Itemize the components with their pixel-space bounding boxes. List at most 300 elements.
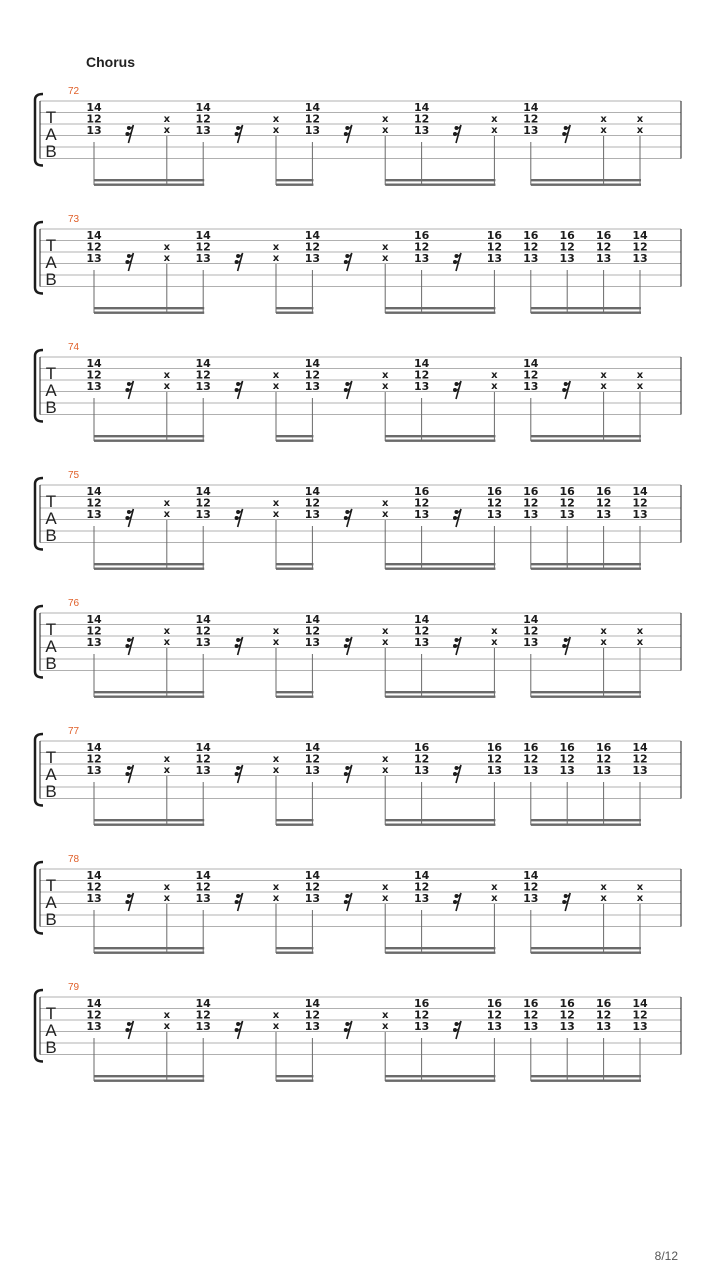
muted-note: x: [381, 882, 389, 893]
tab-clef-letter: A: [45, 1021, 57, 1040]
fret-number: 12: [632, 1008, 648, 1022]
beam: [276, 568, 313, 570]
fret-number: 16: [413, 229, 430, 242]
beam: [385, 952, 495, 954]
beam: [385, 307, 495, 309]
measure-number: 77: [68, 726, 80, 737]
muted-note: x: [163, 882, 171, 893]
muted-note: x: [381, 765, 389, 776]
fret-number: 14: [413, 357, 430, 370]
fret-number: 14: [523, 869, 539, 882]
fret-number: 13: [413, 252, 430, 265]
system-bracket: [35, 734, 43, 806]
beam: [94, 440, 204, 442]
fret-number: 12: [413, 624, 430, 638]
fret-number: 16: [595, 997, 612, 1010]
fret-number: 14: [632, 485, 648, 498]
muted-note: x: [491, 125, 498, 136]
muted-note: x: [491, 893, 498, 904]
fret-number: 14: [523, 101, 539, 114]
muted-note: x: [272, 381, 280, 392]
fret-number: 13: [559, 1020, 575, 1033]
beam: [276, 179, 313, 181]
fret-number: 13: [632, 764, 648, 777]
fret-number: 13: [195, 252, 211, 265]
tab-clef-letter: B: [45, 398, 57, 417]
fret-number: 16: [413, 997, 430, 1010]
muted-note: x: [636, 882, 644, 893]
fret-number: 12: [523, 496, 539, 510]
beam: [385, 824, 495, 826]
fret-number: 12: [86, 624, 102, 638]
measure-number: 73: [68, 214, 80, 225]
fret-number: 13: [304, 380, 321, 393]
fret-number: 12: [559, 752, 575, 766]
fret-number: 14: [86, 869, 102, 882]
fret-number: 13: [413, 636, 430, 649]
fret-number: 12: [195, 240, 211, 254]
fret-number: 13: [523, 508, 539, 521]
fret-number: 14: [304, 613, 321, 626]
fret-number: 12: [195, 624, 211, 638]
fret-number: 13: [595, 1020, 612, 1033]
fret-number: 13: [486, 508, 503, 521]
muted-note: x: [491, 370, 498, 381]
section-title: Chorus: [86, 54, 135, 70]
beam: [94, 179, 204, 181]
fret-number: 13: [304, 892, 321, 905]
fret-number: 12: [523, 112, 539, 126]
fret-number: 12: [304, 368, 321, 382]
muted-note: x: [600, 637, 607, 648]
fret-number: 13: [304, 1020, 321, 1033]
beam: [385, 435, 495, 437]
beam: [276, 1075, 313, 1077]
beam: [276, 691, 313, 693]
fret-number: 12: [413, 368, 430, 382]
fret-number: 13: [86, 124, 102, 137]
fret-number: 14: [413, 613, 430, 626]
beam: [94, 1080, 204, 1082]
beam: [385, 563, 495, 565]
beam: [94, 184, 204, 186]
fret-number: 12: [304, 496, 321, 510]
tab-clef-letter: A: [45, 637, 57, 656]
system-bracket: [35, 350, 43, 422]
fret-number: 13: [195, 124, 211, 137]
tab-clef-letter: T: [45, 748, 57, 767]
page-number: 8/12: [654, 1249, 678, 1263]
fret-number: 16: [486, 485, 503, 498]
fret-number: 13: [413, 1020, 430, 1033]
muted-note: x: [381, 242, 389, 253]
fret-number: 14: [304, 741, 321, 754]
fret-number: 16: [486, 229, 503, 242]
fret-number: 14: [195, 869, 211, 882]
fret-number: 16: [413, 741, 430, 754]
fret-number: 12: [195, 880, 211, 894]
fret-number: 12: [86, 880, 102, 894]
beam: [531, 435, 641, 437]
muted-note: x: [381, 1010, 389, 1021]
beam: [385, 947, 495, 949]
muted-note: x: [163, 253, 171, 264]
fret-number: 14: [304, 101, 321, 114]
fret-number: 13: [304, 124, 321, 137]
fret-number: 13: [559, 764, 575, 777]
fret-number: 14: [86, 101, 102, 114]
fret-number: 14: [304, 229, 321, 242]
fret-number: 13: [595, 764, 612, 777]
fret-number: 14: [195, 357, 211, 370]
muted-note: x: [272, 882, 280, 893]
muted-note: x: [163, 381, 171, 392]
muted-note: x: [491, 882, 498, 893]
muted-note: x: [272, 754, 280, 765]
muted-note: x: [272, 370, 280, 381]
beam: [531, 947, 641, 949]
tab-clef-letter: B: [45, 910, 57, 929]
fret-number: 13: [523, 124, 539, 137]
fret-number: 12: [632, 240, 648, 254]
beam: [385, 440, 495, 442]
muted-note: x: [381, 637, 389, 648]
measure-number: 72: [68, 86, 80, 97]
muted-note: x: [381, 381, 389, 392]
beam: [276, 696, 313, 698]
fret-number: 14: [413, 869, 430, 882]
fret-number: 12: [86, 752, 102, 766]
tab-clef-letter: T: [45, 876, 57, 895]
beam: [276, 435, 313, 437]
beam: [531, 184, 641, 186]
fret-number: 12: [304, 752, 321, 766]
muted-note: x: [272, 765, 280, 776]
fret-number: 13: [523, 380, 539, 393]
muted-note: x: [636, 381, 644, 392]
fret-number: 14: [413, 101, 430, 114]
fret-number: 12: [595, 752, 612, 766]
fret-number: 12: [595, 1008, 612, 1022]
fret-number: 13: [523, 252, 539, 265]
fret-number: 12: [195, 112, 211, 126]
fret-number: 12: [523, 752, 539, 766]
fret-number: 16: [523, 485, 539, 498]
muted-note: x: [272, 1010, 280, 1021]
muted-note: x: [272, 253, 280, 264]
fret-number: 14: [523, 357, 539, 370]
fret-number: 13: [413, 124, 430, 137]
muted-note: x: [491, 626, 498, 637]
muted-note: x: [381, 893, 389, 904]
muted-note: x: [600, 370, 607, 381]
tab-clef-letter: B: [45, 526, 57, 545]
muted-note: x: [163, 1021, 171, 1032]
beam: [385, 691, 495, 693]
beam: [531, 568, 641, 570]
fret-number: 14: [195, 485, 211, 498]
fret-number: 12: [86, 496, 102, 510]
muted-note: x: [163, 754, 171, 765]
beam: [94, 691, 204, 693]
muted-note: x: [272, 1021, 280, 1032]
beam: [94, 435, 204, 437]
muted-note: x: [636, 370, 644, 381]
fret-number: 13: [304, 252, 321, 265]
muted-note: x: [600, 381, 607, 392]
muted-note: x: [272, 626, 280, 637]
fret-number: 13: [523, 1020, 539, 1033]
fret-number: 13: [86, 1020, 102, 1033]
fret-number: 13: [86, 508, 102, 521]
fret-number: 12: [559, 1008, 575, 1022]
fret-number: 16: [559, 741, 575, 754]
fret-number: 14: [195, 101, 211, 114]
fret-number: 12: [486, 752, 503, 766]
fret-number: 14: [632, 741, 648, 754]
fret-number: 14: [195, 229, 211, 242]
muted-note: x: [272, 637, 280, 648]
muted-note: x: [163, 626, 171, 637]
fret-number: 14: [195, 997, 211, 1010]
muted-note: x: [272, 498, 280, 509]
beam: [385, 819, 495, 821]
beam: [276, 824, 313, 826]
fret-number: 13: [413, 380, 430, 393]
beam: [385, 312, 495, 314]
fret-number: 12: [632, 496, 648, 510]
fret-number: 13: [86, 636, 102, 649]
beam: [94, 819, 204, 821]
measure-number: 74: [68, 342, 80, 353]
fret-number: 16: [523, 229, 539, 242]
beam: [385, 1075, 495, 1077]
measure-number: 78: [68, 854, 80, 865]
fret-number: 12: [195, 1008, 211, 1022]
beam: [531, 691, 641, 693]
muted-note: x: [381, 1021, 389, 1032]
fret-number: 16: [523, 741, 539, 754]
tab-clef-letter: T: [45, 108, 57, 127]
fret-number: 13: [195, 508, 211, 521]
muted-note: x: [163, 1010, 171, 1021]
fret-number: 14: [632, 997, 648, 1010]
muted-note: x: [600, 893, 607, 904]
fret-number: 12: [486, 240, 503, 254]
muted-note: x: [636, 114, 644, 125]
fret-number: 13: [559, 252, 575, 265]
fret-number: 14: [304, 485, 321, 498]
fret-number: 12: [413, 1008, 430, 1022]
muted-note: x: [381, 498, 389, 509]
fret-number: 14: [86, 229, 102, 242]
fret-number: 12: [86, 112, 102, 126]
fret-number: 14: [195, 741, 211, 754]
fret-number: 12: [304, 1008, 321, 1022]
tab-clef-letter: A: [45, 765, 57, 784]
fret-number: 12: [523, 880, 539, 894]
beam: [276, 440, 313, 442]
fret-number: 16: [523, 997, 539, 1010]
fret-number: 13: [523, 764, 539, 777]
fret-number: 12: [86, 1008, 102, 1022]
fret-number: 12: [413, 112, 430, 126]
muted-note: x: [163, 125, 171, 136]
muted-note: x: [636, 626, 644, 637]
fret-number: 12: [523, 624, 539, 638]
muted-note: x: [381, 626, 389, 637]
fret-number: 13: [486, 764, 503, 777]
fret-number: 13: [86, 892, 102, 905]
beam: [276, 312, 313, 314]
beam: [94, 312, 204, 314]
fret-number: 12: [195, 496, 211, 510]
muted-note: x: [381, 509, 389, 520]
beam: [385, 179, 495, 181]
tab-clef-letter: B: [45, 782, 57, 801]
beam: [531, 1075, 641, 1077]
tab-clef-letter: T: [45, 364, 57, 383]
tab-clef-letter: T: [45, 620, 57, 639]
beam: [531, 696, 641, 698]
fret-number: 13: [195, 764, 211, 777]
fret-number: 13: [413, 892, 430, 905]
beam: [276, 952, 313, 954]
fret-number: 13: [523, 892, 539, 905]
muted-note: x: [381, 125, 389, 136]
beam: [531, 563, 641, 565]
beam: [276, 307, 313, 309]
beam: [94, 307, 204, 309]
fret-number: 13: [304, 508, 321, 521]
muted-note: x: [163, 893, 171, 904]
fret-number: 12: [632, 752, 648, 766]
measure-number: 79: [68, 982, 80, 993]
fret-number: 14: [304, 869, 321, 882]
system-bracket: [35, 94, 43, 166]
tab-clef-letter: B: [45, 1038, 57, 1057]
muted-note: x: [163, 370, 171, 381]
muted-note: x: [272, 125, 280, 136]
fret-number: 14: [632, 229, 648, 242]
fret-number: 12: [559, 496, 575, 510]
beam: [531, 179, 641, 181]
beam: [94, 568, 204, 570]
fret-number: 13: [413, 508, 430, 521]
fret-number: 13: [632, 1020, 648, 1033]
fret-number: 16: [486, 741, 503, 754]
fret-number: 14: [304, 357, 321, 370]
fret-number: 13: [195, 380, 211, 393]
beam: [276, 184, 313, 186]
fret-number: 12: [304, 624, 321, 638]
system-bracket: [35, 862, 43, 934]
fret-number: 13: [195, 1020, 211, 1033]
fret-number: 14: [86, 997, 102, 1010]
beam: [94, 824, 204, 826]
fret-number: 13: [523, 636, 539, 649]
tab-clef-letter: A: [45, 381, 57, 400]
muted-note: x: [491, 637, 498, 648]
muted-note: x: [381, 114, 389, 125]
fret-number: 13: [86, 764, 102, 777]
muted-note: x: [600, 125, 607, 136]
fret-number: 12: [413, 752, 430, 766]
fret-number: 13: [304, 636, 321, 649]
tab-clef-letter: B: [45, 270, 57, 289]
fret-number: 12: [486, 1008, 503, 1022]
beam: [276, 819, 313, 821]
fret-number: 16: [486, 997, 503, 1010]
fret-number: 12: [304, 880, 321, 894]
muted-note: x: [272, 114, 280, 125]
beam: [385, 568, 495, 570]
muted-note: x: [636, 637, 644, 648]
muted-note: x: [600, 626, 607, 637]
beam: [531, 307, 641, 309]
fret-number: 13: [195, 892, 211, 905]
fret-number: 12: [595, 496, 612, 510]
fret-number: 12: [86, 368, 102, 382]
system-bracket: [35, 990, 43, 1062]
beam: [385, 696, 495, 698]
tab-clef-letter: T: [45, 492, 57, 511]
beam: [531, 952, 641, 954]
fret-number: 13: [595, 252, 612, 265]
fret-number: 12: [523, 240, 539, 254]
beam: [531, 819, 641, 821]
tab-clef-letter: A: [45, 253, 57, 272]
muted-note: x: [381, 754, 389, 765]
tab-clef-letter: A: [45, 125, 57, 144]
muted-note: x: [491, 114, 498, 125]
muted-note: x: [163, 242, 171, 253]
fret-number: 13: [86, 380, 102, 393]
fret-number: 14: [86, 613, 102, 626]
system-bracket: [35, 222, 43, 294]
fret-number: 12: [413, 240, 430, 254]
beam: [531, 1080, 641, 1082]
fret-number: 13: [304, 764, 321, 777]
muted-note: x: [163, 498, 171, 509]
beam: [94, 947, 204, 949]
beam: [531, 824, 641, 826]
tab-clef-letter: T: [45, 1004, 57, 1023]
fret-number: 14: [195, 613, 211, 626]
fret-number: 16: [413, 485, 430, 498]
fret-number: 12: [304, 112, 321, 126]
fret-number: 14: [86, 485, 102, 498]
system-bracket: [35, 478, 43, 550]
tab-clef-letter: A: [45, 893, 57, 912]
beam: [94, 563, 204, 565]
tab-clef-letter: A: [45, 509, 57, 528]
muted-note: x: [272, 893, 280, 904]
muted-note: x: [163, 637, 171, 648]
fret-number: 13: [595, 508, 612, 521]
fret-number: 12: [86, 240, 102, 254]
beam: [385, 184, 495, 186]
muted-note: x: [381, 370, 389, 381]
beam: [531, 312, 641, 314]
fret-number: 12: [304, 240, 321, 254]
fret-number: 13: [632, 252, 648, 265]
muted-note: x: [381, 253, 389, 264]
measure-number: 75: [68, 470, 80, 481]
muted-note: x: [163, 509, 171, 520]
fret-number: 12: [523, 1008, 539, 1022]
tab-clef-letter: B: [45, 142, 57, 161]
